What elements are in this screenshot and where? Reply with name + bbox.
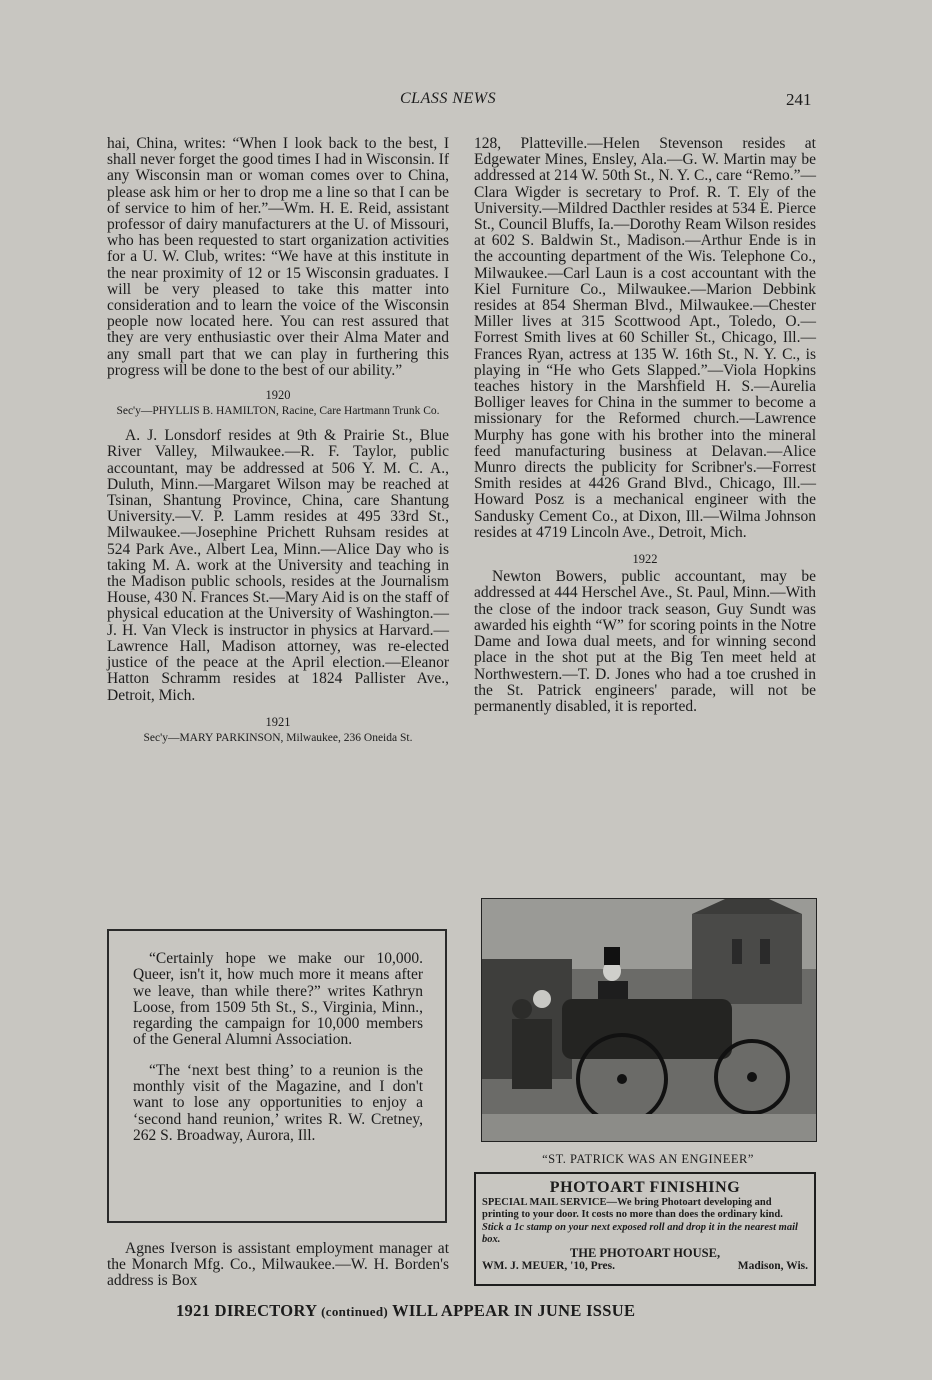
photoart-ad [474, 1172, 816, 1286]
class-year-1922: 1922 [632, 552, 658, 567]
class-1922-paragraph: Newton Bowers, public accountant, may be addressed at 444 Herschel Ave., St. Paul, Minn.—With the close of the indoor track season, Guy Sundt was awarded his eighth “W” for scoring points in the Notre Dame and Iowa dual meets, and for winning second place in the shot put at the Big Ten meet held at Northwestern.—T. D. Jones who had a toe crushed in the St. Patrick engineers' parade, will not be permanently disabled, it is reported. [474, 568, 816, 715]
class-year-1921: 1921 [265, 714, 291, 729]
secretary-1921: Sec'y—MARY PARKINSON, Milwaukee, 236 Oneida St. [143, 731, 413, 744]
ad-city: Madison, Wis. [737, 1260, 808, 1272]
carriage-photo-illustration [482, 899, 816, 1141]
secretary-1920: Sec'y—PHYLLIS B. HAMILTON, Racine, Care Hartmann Trunk Co. [116, 405, 440, 418]
class-year-1920: 1920 [265, 388, 291, 403]
left-bottom-paragraph: Agnes Iverson is assistant employment manager at the Monarch Mfg. Co., Milwaukee.—W. H. Borden's address is Box [107, 1240, 449, 1290]
class-1920-paragraph: A. J. Lonsdorf resides at 9th & Prairie St., Blue River Valley, Milwaukee.—R. F. Taylor, public accountant, may be addressed at 506 Y. M. C. A., Duluth, Minn.—Margaret Wilson may be reached at Tsinan, Shantung Province, China, care Shantung University.—V. P. Lamm resides at 495 33rd St., Milwaukee.—Josephine Prichett Ruhsam resides at 524 Park Ave., Albert Lea, Minn.—Alice Day who is taking M. A. work at the University and teaching in the Madison public schools, resides at the Journalism House, 430 N. Frances St.—Mary Aid is on the staff of physical education at the University of Washington.—J. H. Van Vleck is instructor in physics at Harvard.—Lawrence Hall, Madison attorney, was re-elected justice of the peace at the April election.—Eleanor Hatton Schramm resides at 1824 Pallister Ave., Detroit, Mich. [107, 427, 449, 704]
left-column [107, 136, 449, 755]
quote-cretney: “The ‘next best thing’ to a reunion is the monthly visit of the Magazine, and I don't want to lose any opportunities to enjoy a ‘second hand reunion,’ writes R. W. Cretney, 262 S. Broadway, Aurora, Ill. [133, 1061, 423, 1144]
footer-rest: WILL APPEAR IN JUNE ISSUE [392, 1301, 636, 1320]
footer-notice [176, 1301, 635, 1321]
parade-photo [481, 898, 817, 1142]
quote-box [107, 929, 447, 1223]
page-number: 241 [786, 90, 812, 109]
ad-proprietor-line [482, 1260, 808, 1273]
quote-loose: “Certainly hope we make our 10,000. Queer, isn't it, how much more it means after we leave, than while there?” writes Kathryn Loose, from 1509 5th St., S., Virginia, Minn., regarding the campaign for 10,000 members of the General Alumni Association. [133, 950, 423, 1049]
right-top-paragraph: 128, Platteville.—Helen Stevenson resides at Edgewater Mines, Ensley, Ala.—G. W. Martin may be addressed at 214 W. 50th St., N. Y. C., care “Remo.”—Clara Wigder is secretary to Prof. R. T. Ely of the University.—Mildred Dacthler resides at 534 E. Pierce St., Council Bluffs, Ia.—Dorothy Ream Wilson resides at 602 S. Baldwin St., Madison.—Arthur Ende is in the accounting department of the Wis. Telephone Co., Milwaukee.—Carl Laun is a cost accountant with the Kiel Furniture Co., Milwaukee.—Marion Debbink resides at 854 Sherman Blvd., Milwaukee.—Chester Miller lives at 315 Scottwood Apt., Toledo, O.—Forrest Smith lives at 60 Schiller St., Chicago, Ill.—Frances Ryan, actress at 135 W. 16th St., N. Y. C., is playing in “He who Gets Slapped.”—Viola Hopkins teaches history in the Marshfield H. S.—Aurelia Bolliger leaves for China in the summer to become a missionary for the Reformed church.—Lawrence Murphy has gone with his brother into the mineral feed manufacturing business at Delavan.—Alice Munro directs the publicity for Scribner's.—Forrest Smith resides at 4426 Grand Blvd., Chicago, Ill.—Howard Posz is a mechanical engineer with the Sandusky Cement Co., at Dixon, Ill.—Wilma Johnson resides at 4719 Lincoln Ave., Detroit, Mich. [474, 135, 816, 541]
photo-caption: “ST. PATRICK WAS AN ENGINEER” [542, 1152, 754, 1166]
left-top-paragraph: hai, China, writes: “When I look back to the best, I shall never forget the good times I had in Wisconsin. If any Wisconsin man or woman comes over to China, please ask him or her to drop me a line so that I can be of service to him of her.”—Wm. H. E. Reid, assistant professor of dairy manufacturers at the U. of Missouri, who has been requested to start organization activities for a U. W. Club, writes: “We have at this institute in the near proximity of 12 or 15 Wisconsin graduates. I will be very pleased to take this matter into consideration and to learn the voice of the Wisconsin people now located here. You can rest assured that they are very enthusiastic over their Alma Mater and any small part that we can play in furthering this progress will be done to the best of our ability.” [107, 135, 449, 379]
footer-paren: (continued) [321, 1304, 388, 1319]
left-bottom-column [107, 1241, 449, 1290]
running-head: CLASS NEWS [400, 90, 497, 107]
ad-house-name: THE PHOTOART HOUSE, [569, 1246, 721, 1260]
ad-proprietor: WM. J. MEUER, '10, Pres. [482, 1260, 615, 1272]
ad-stamp-text: Stick a 1c stamp on your next exposed roll and drop it in the nearest mail box. [482, 1222, 798, 1245]
footer-main: 1921 DIRECTORY [176, 1301, 317, 1320]
ad-service-text: SPECIAL MAIL SERVICE—We bring Photoart developing and printing to your door. It costs no more than does the ordinary kind. [482, 1197, 783, 1220]
right-column [474, 136, 816, 715]
ad-title: PHOTOART FINISHING [549, 1179, 741, 1196]
